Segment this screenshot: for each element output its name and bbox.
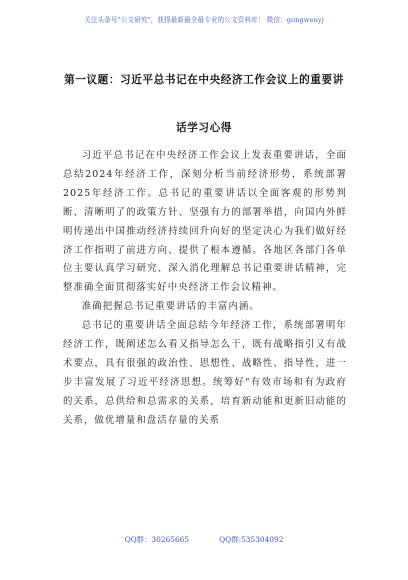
body-paragraph-3: 总书记的重要讲话全面总结今年经济工作，系统部署明年经济工作，既阐述怎么看又指导怎么干，既有战略指引又有战术要点，具有很强的政治性、思想性、战略性、指导性，进一步丰富发展了习近平经济思想。统筹好"有效市场和有为政府的关系，总供给和总需求的关系，培育新动能和更新旧动能的关系，做优增量和盘活存量的关系 (63, 320, 347, 426)
footer-qq-group-2: QQ群:535304092 (219, 535, 284, 544)
footer-qq-group-1: QQ群：30265665 (124, 535, 190, 544)
footer-contact (0, 534, 408, 545)
header-promo-note: 关注头条号"公文研究"，获得最新最全最专业的公文资料库！ 微信：gongwenyj (84, 16, 324, 24)
body-paragraph-2: 准确把握总书记重要讲话的丰富内涵。 (81, 301, 260, 313)
document-title-line-2: 话学习心得 (176, 122, 232, 134)
document-title-line-1: 第一议题：习近平总书记在中央经济工作会议上的重要讲 (64, 74, 344, 86)
body-paragraph-1: 习近平总书记在中央经济工作会议上发表重要讲话，全面总结2024年经济工作，深刻分析当前经济形势，系统部署2025年经济工作。总书记的重要讲话以全面客观的形势判断、清晰明了的政策方针、坚强有力的部署举措，向国内外鲜明传递出中国推动经济持续回升向好的坚定决心为我们做好经济工作指明了前进方向、提供了根本遵循。各地区各部门各单位主要认真学习研究、深入消化理解总书记重要讲话精神，完整准确全面贯彻落实好中央经济工作会议精神。 (63, 150, 347, 294)
document-body (63, 147, 347, 431)
